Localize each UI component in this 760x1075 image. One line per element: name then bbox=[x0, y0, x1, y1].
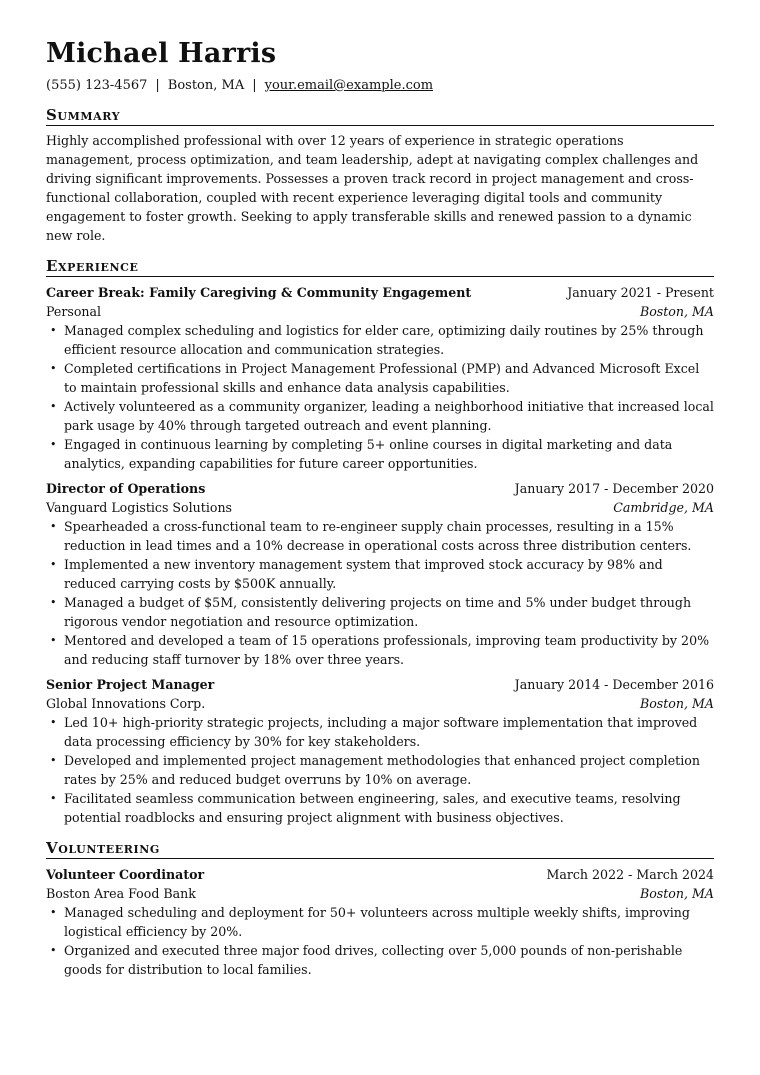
job-entry bbox=[46, 675, 714, 827]
organization: Vanguard Logistics Solutions bbox=[46, 500, 233, 515]
bullet-item: • Organized and executed three major food drives, collecting over 5,000 pounds of non-perishable goods for distribution to local families. bbox=[64, 941, 714, 979]
entry-header bbox=[46, 283, 714, 302]
bullet-list bbox=[46, 713, 714, 827]
job-entry bbox=[46, 283, 714, 473]
organization: Global Innovations Corp. bbox=[46, 696, 206, 711]
entry-header bbox=[46, 479, 714, 498]
phone: (555) 123-4567 bbox=[46, 78, 148, 93]
entry-subheader bbox=[46, 498, 714, 517]
job-title: Senior Project Manager bbox=[46, 677, 215, 692]
bullet-list bbox=[46, 903, 714, 979]
separator: | bbox=[252, 78, 257, 93]
bullet-item: • Managed a budget of $5M, consistently delivering projects on time and 5% under budget through rigorous vendor negotiation and resource optimization. bbox=[64, 593, 714, 631]
entry-subheader bbox=[46, 694, 714, 713]
bullet-item: • Spearheaded a cross-functional team to re-engineer supply chain processes, resulting in a 15% reduction in lead times and a 10% decrease in operational costs across three distribution centers. bbox=[64, 517, 714, 555]
job-title: Volunteer Coordinator bbox=[46, 867, 205, 882]
bullet-item: • Engaged in continuous learning by completing 5+ online courses in digital marketing and data analytics, expanding capabilities for future career opportunities. bbox=[64, 435, 714, 473]
entry-subheader bbox=[46, 884, 714, 903]
job-dates: January 2017 - December 2020 bbox=[514, 481, 714, 496]
job-dates: January 2021 - Present bbox=[567, 285, 714, 300]
bullet-item: • Mentored and developed a team of 15 operations professionals, improving team productivity by 20% and reducing staff turnover by 18% over three years. bbox=[64, 631, 714, 669]
job-entry bbox=[46, 479, 714, 669]
separator: | bbox=[155, 78, 160, 93]
experience-list bbox=[46, 283, 714, 827]
summary-text: Highly accomplished professional with over 12 years of experience in strategic operations management, process optimization, and team leadership, adept at navigating complex challenges and driving significant improvements. Possesses a proven track record in project management and cross-functional collaboration, coupled with recent experience leveraging digital tools and community engagement to foster growth. Seeking to apply transferable skills and renewed passion to a dynamic new role. bbox=[46, 133, 699, 243]
bullet-item: • Managed complex scheduling and logistics for elder care, optimizing daily routines by 25% through efficient resource allocation and communication strategies. bbox=[64, 321, 714, 359]
bullet-item: • Implemented a new inventory management system that improved stock accuracy by 98% and reduced carrying costs by $500K annually. bbox=[64, 555, 714, 593]
bullet-item: • Developed and implemented project management methodologies that enhanced project completion rates by 25% and reduced budget overruns by 10% on average. bbox=[64, 751, 714, 789]
job-location: Boston, MA bbox=[639, 304, 714, 319]
bullet-item: • Facilitated seamless communication between engineering, sales, and executive teams, resolving potential roadblocks and ensuring project alignment with business objectives. bbox=[64, 789, 714, 827]
entry-header bbox=[46, 865, 714, 884]
section-heading-volunteering: Volunteering bbox=[46, 839, 714, 859]
job-location: Boston, MA bbox=[639, 886, 714, 901]
entry-subheader bbox=[46, 302, 714, 321]
organization: Personal bbox=[46, 304, 102, 319]
entry-header bbox=[46, 675, 714, 694]
organization: Boston Area Food Bank bbox=[46, 886, 196, 901]
section-heading-experience: Experience bbox=[46, 257, 714, 277]
job-dates: January 2014 - December 2016 bbox=[514, 677, 714, 692]
section-heading-summary: Summary bbox=[46, 106, 714, 126]
contact-line bbox=[46, 77, 714, 94]
job-dates: March 2022 - March 2024 bbox=[546, 867, 714, 882]
bullet-list bbox=[46, 321, 714, 473]
volunteering-list bbox=[46, 865, 714, 979]
bullet-item: • Actively volunteered as a community organizer, leading a neighborhood initiative that increased local park usage by 40% through targeted outreach and event planning. bbox=[64, 397, 714, 435]
email-link[interactable]: your.email@example.com bbox=[264, 78, 434, 93]
job-location: Boston, MA bbox=[639, 696, 714, 711]
location: Boston, MA bbox=[167, 78, 245, 93]
bullet-item: • Led 10+ high-priority strategic projects, including a major software implementation that improved data processing efficiency by 30% for key stakeholders. bbox=[64, 713, 714, 751]
candidate-name: Michael Harris bbox=[46, 38, 277, 69]
job-title: Career Break: Family Caregiving & Community Engagement bbox=[46, 285, 472, 300]
bullet-item: • Managed scheduling and deployment for 50+ volunteers across multiple weekly shifts, improving logistical efficiency by 20%. bbox=[64, 903, 714, 941]
job-title: Director of Operations bbox=[46, 481, 206, 496]
bullet-item: • Completed certifications in Project Management Professional (PMP) and Advanced Microsoft Excel to maintain professional skills and enhance data analysis capabilities. bbox=[64, 359, 714, 397]
job-location: Cambridge, MA bbox=[613, 500, 714, 515]
job-entry bbox=[46, 865, 714, 979]
bullet-list bbox=[46, 517, 714, 669]
